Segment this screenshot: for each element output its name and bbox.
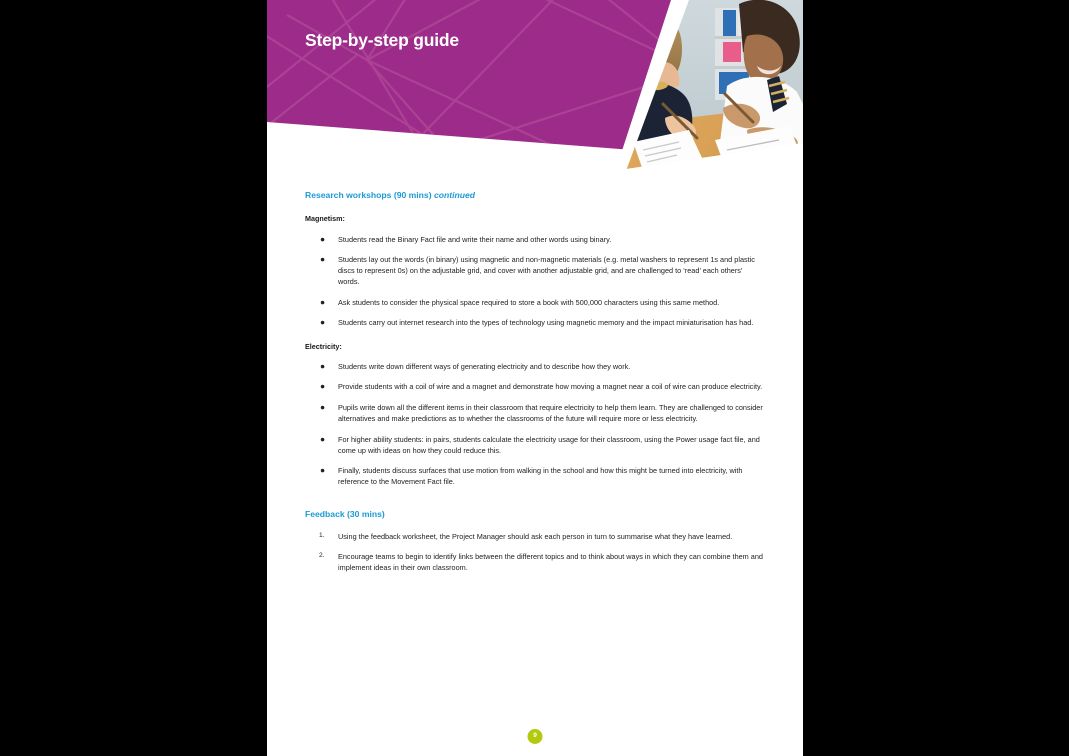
bullet-icon: ●: [320, 254, 326, 265]
list-item-text: For higher ability students: in pairs, students calculate the electricity usage for their classroom, using the Power usage fact file, and come up with ideas on how they could reduce this.: [338, 434, 760, 455]
list-item-text: Students write down different ways of generating electricity and to describe how they work.: [338, 361, 631, 371]
page-number-badge: 9: [528, 729, 543, 744]
list-item: [305, 402, 765, 424]
electricity-list: [305, 361, 765, 488]
list-item-text: Students read the Binary Fact file and write their name and other words using binary.: [338, 234, 612, 244]
list-item: [305, 254, 765, 287]
bullet-icon: ●: [320, 402, 326, 413]
page-header-banner: [267, 0, 803, 190]
page-title: Step-by-step guide: [305, 30, 459, 50]
bullet-icon: ●: [320, 233, 326, 244]
bullet-icon: ●: [320, 317, 326, 328]
list-item-text: Using the feedback worksheet, the Project Manager should ask each person in turn to summarise what they have learned.: [338, 531, 733, 541]
feedback-list: [305, 531, 765, 574]
list-item-text: Provide students with a coil of wire and a magnet and demonstrate how moving a magnet near a coil of wire can produce electricity.: [338, 382, 763, 392]
subheading-electricity: Electricity:: [305, 341, 342, 351]
bullet-icon: ●: [320, 465, 326, 476]
list-item-text: Pupils write down all the different items in their classroom that require electricity to help them learn. They are challenged to consider alternatives and make predictions as to whether the classrooms of the future will require more or less electricity.: [338, 403, 763, 424]
magnetism-list: [305, 234, 765, 329]
list-item: [305, 465, 765, 487]
list-item-text: Students lay out the words (in binary) using magnetic and non-magnetic materials (e.g. metal washers to represent 1s and plastic discs to represent 0s) on the adjustable grid, and cover with another adjustable grid, and are challenged to ‘read’ each others’ words.: [338, 255, 755, 287]
list-item: [305, 317, 765, 328]
section-heading-continued: continued: [433, 190, 476, 200]
page-body: [267, 190, 803, 573]
subheading-magnetism: Magnetism:: [305, 214, 345, 224]
list-item: [305, 531, 765, 542]
section-heading-research: [305, 190, 765, 201]
list-item: [305, 434, 765, 456]
list-number: 2.: [319, 552, 325, 560]
list-item: [305, 297, 765, 308]
list-item: [305, 381, 765, 392]
list-item-text: Finally, students discuss surfaces that use motion from walking in the school and how this might be turned into electricity, with reference to the Movement Fact file.: [338, 466, 743, 487]
bullet-icon: ●: [320, 381, 326, 392]
list-item-text: Encourage teams to begin to identify links between the different topics and to think about ways in which they can combine them and implement ideas in their own classroom.: [338, 552, 763, 573]
list-item-text: Ask students to consider the physical space required to store a book with 500,000 characters using this same method.: [338, 297, 720, 307]
bullet-icon: ●: [320, 296, 326, 307]
bullet-icon: ●: [320, 433, 326, 444]
list-number: 1.: [319, 531, 325, 539]
list-item: [305, 361, 765, 372]
list-item-text: Students carry out internet research into the types of technology using magnetic memory and the impact miniaturisation has had.: [338, 318, 754, 328]
bullet-icon: ●: [320, 360, 326, 371]
section-heading-feedback: Feedback (30 mins): [305, 509, 385, 520]
list-item: [305, 234, 765, 245]
list-item: [305, 551, 765, 573]
section-heading-text: Research workshops (90 mins): [305, 190, 434, 200]
document-page: [267, 0, 803, 756]
